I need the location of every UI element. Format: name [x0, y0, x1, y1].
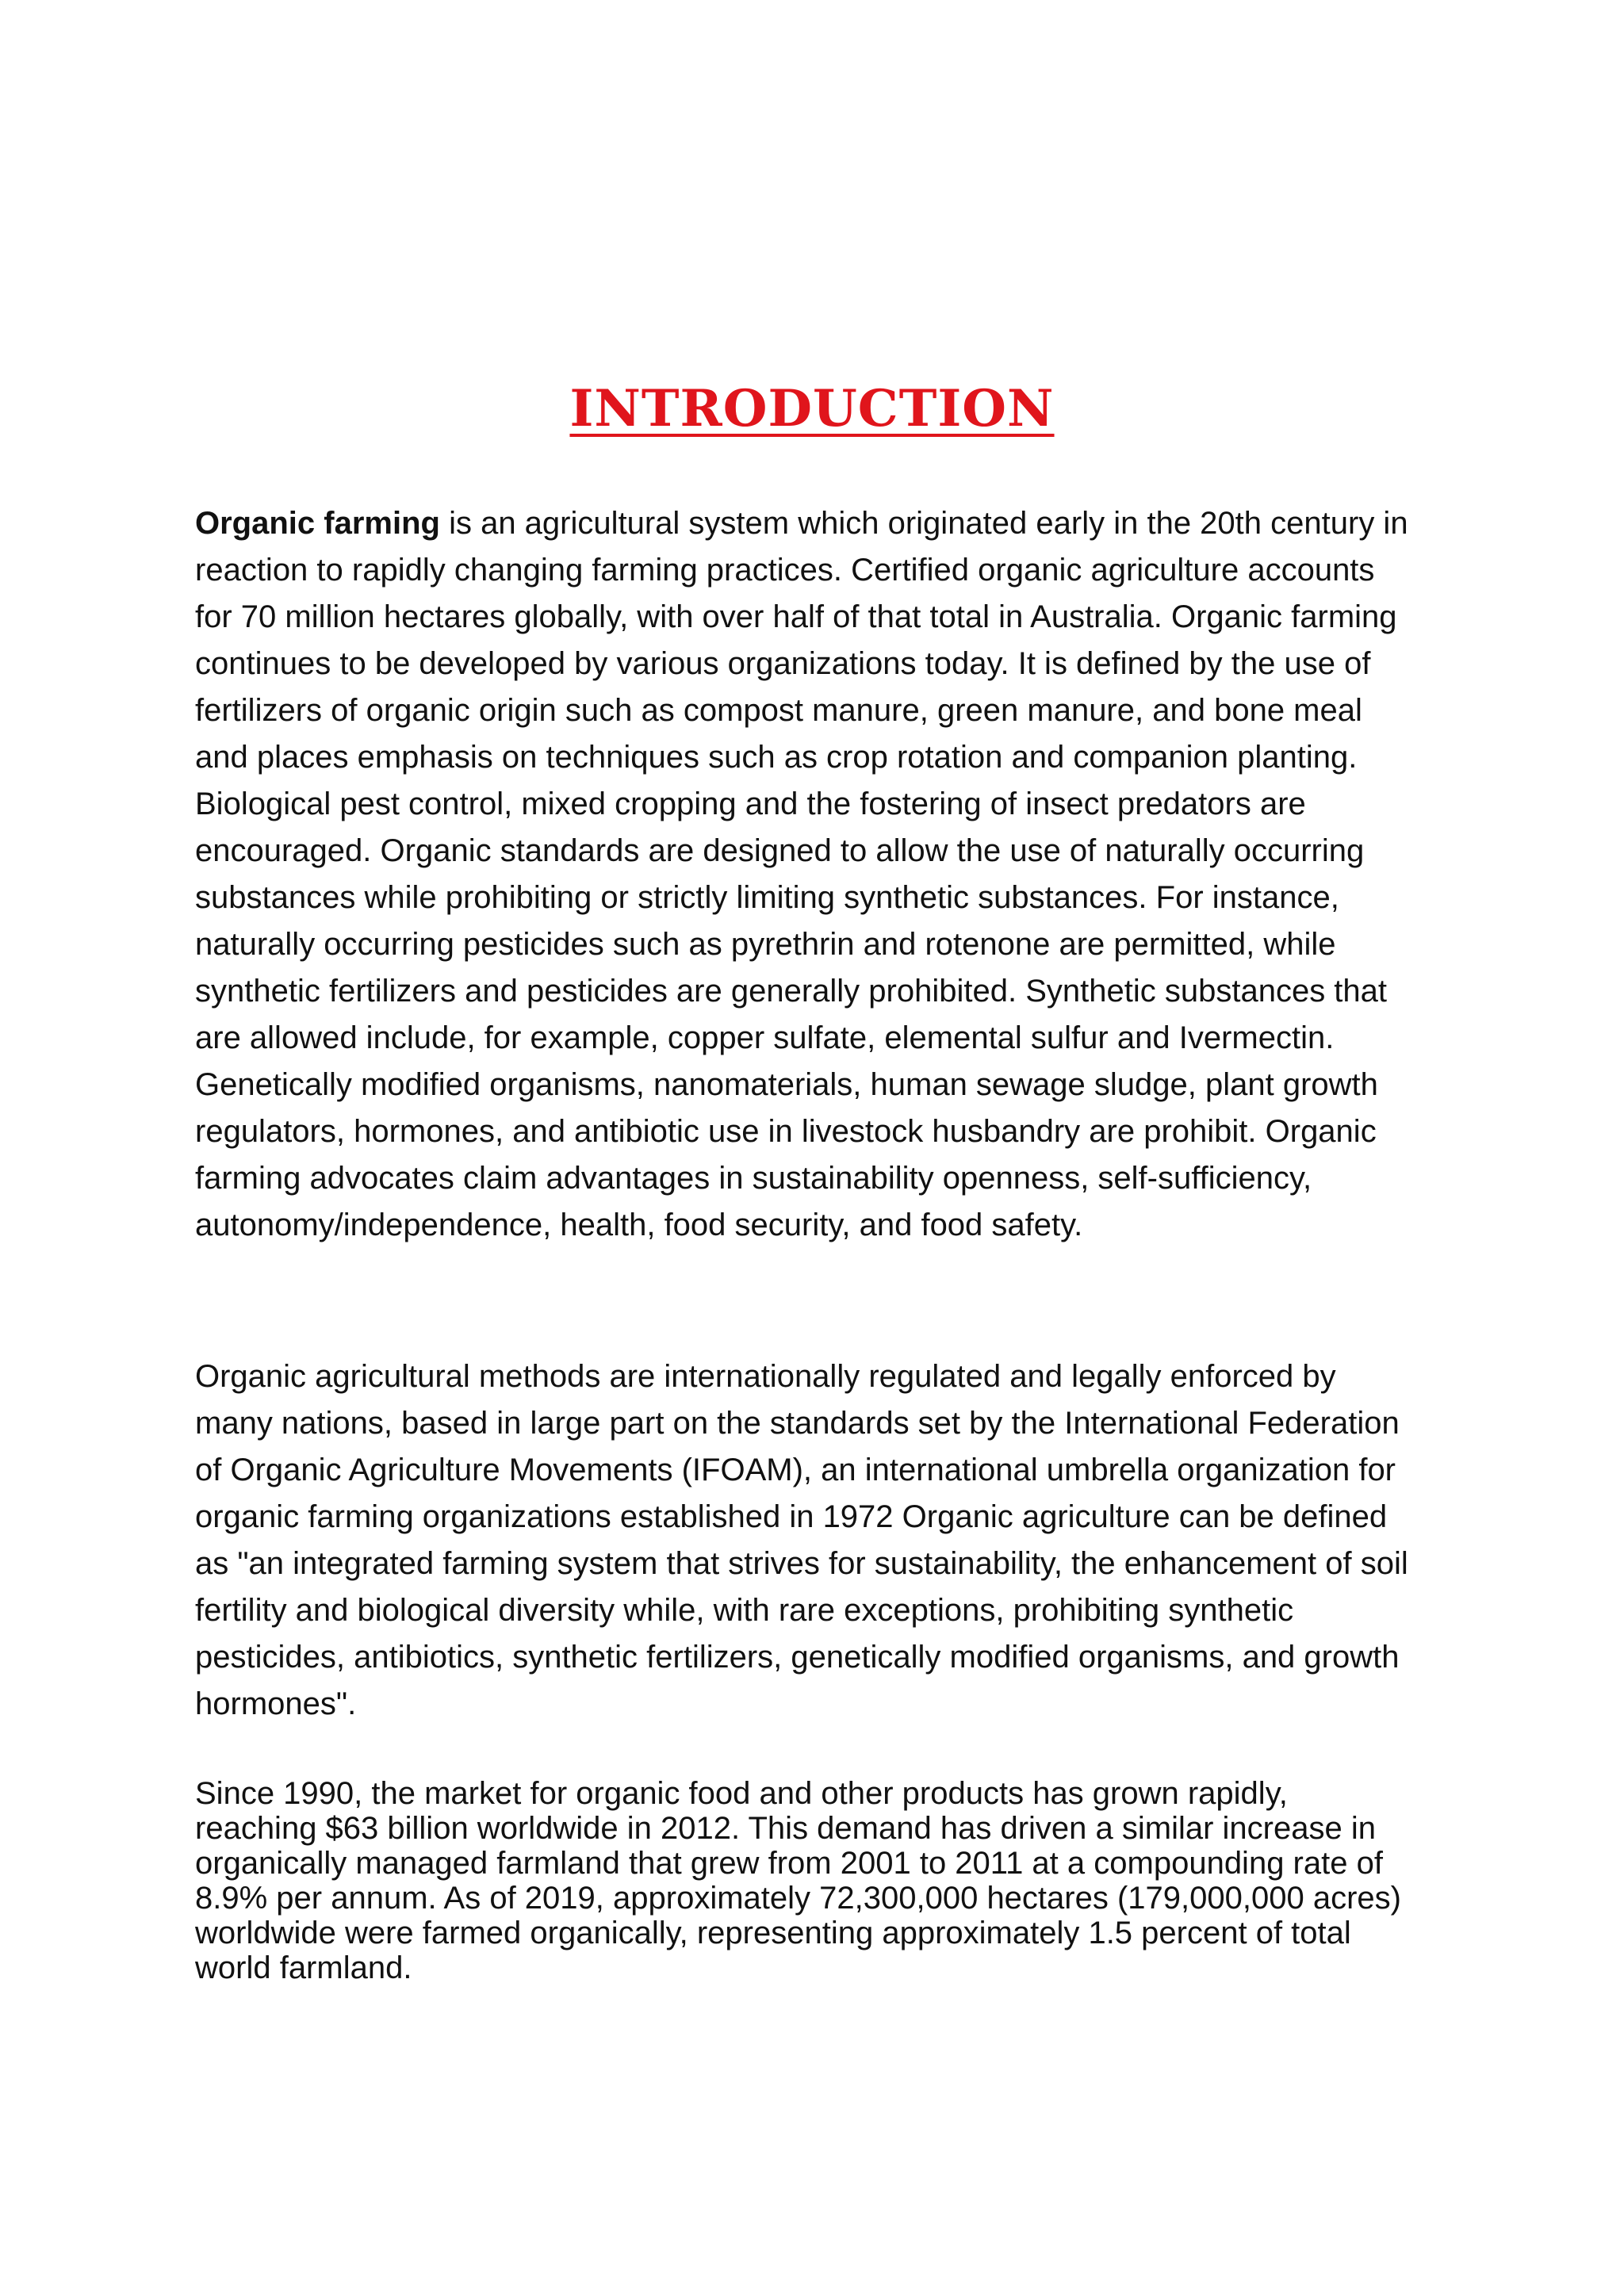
paragraph-1-text: is an agricultural system which originated early in the 20th century in reaction to rapidly changing farming practices. Certified organic agriculture accounts for 70 million hectares globally, with over half of that total in Australia. Organic farming continues to be developed by various organizations today. It is defined by the use of fertilizers of organic origin such as compost manure, green manure, and bone meal and places emphasis on techniques such as crop rotation and companion planting. Biological pest control, mixed cropping and the fostering of insect predators are encouraged. Organic standards are designed to allow the use of naturally occurring substances while prohibiting or strictly limiting synthetic substances. For instance, naturally occurring pesticides such as pyrethrin and rotenone are permitted, while synthetic fertilizers and pesticides are generally prohibited. Synthetic substances that are allowed include, for example, copper sulfate, elemental sulfur and Ivermectin. Genetically modified organisms, nanomaterials, human sewage sludge, plant growth regulators, hormones, and antibiotic use in livestock husbandry are prohibit. Organic farming advocates claim advantages in sustainability openness, self-sufficiency, autonomy/independence, health, food security, and food safety. [195, 506, 1408, 1242]
paragraph-regulation: Organic agricultural methods are internationally regulated and legally enforced by many nations, based in large part on the standards set by the International Federation of Organic Agriculture Movements (IFOAM), an international umbrella organization for organic farming organizations established in 1972 Organic agriculture can be defined as "an integrated farming system that strives for sustainability, the enhancement of soil fertility and biological diversity while, with rare exceptions, prohibiting synthetic pesticides, antibiotics, synthetic fertilizers, genetically modified organisms, and growth hormones". [195, 1359, 1408, 1721]
paragraph-market-growth: Since 1990, the market for organic food and other products has grown rapidly, reaching $63 billion worldwide in 2012. This demand has driven a similar increase in organically managed farmland that grew from 2001 to 2011 at a compounding rate of 8.9% per annum. As of 2019, approximately 72,300,000 hectares (179,000,000 acres) worldwide were farmed organically, representing approximately 1.5 percent of total world farmland. [195, 1776, 1401, 1985]
paragraph-organic-farming-definition [195, 500, 1416, 1249]
page-title: INTRODUCTION [569, 379, 1055, 438]
lead-term: Organic farming [195, 506, 440, 541]
